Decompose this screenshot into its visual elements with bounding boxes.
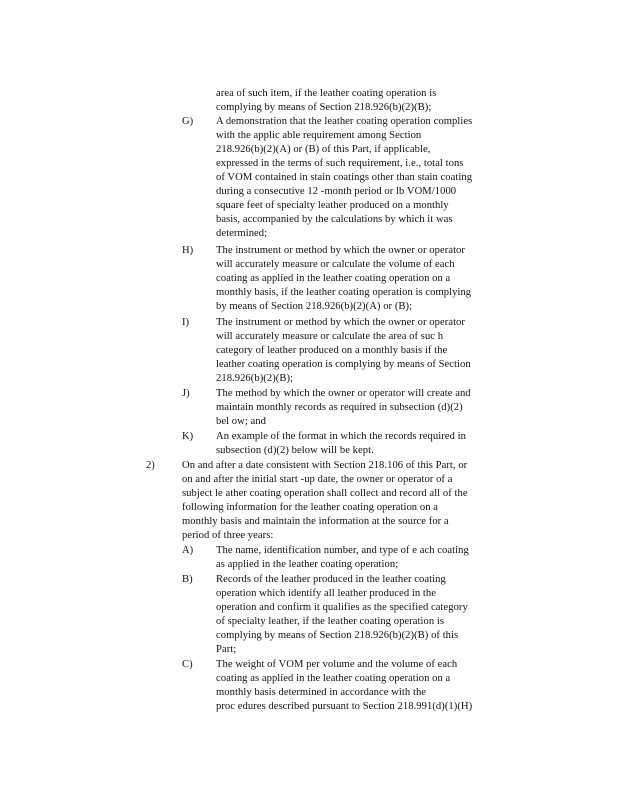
- item-a-line: The name, identification number, and type of e ach coating: [216, 545, 469, 556]
- item-g-line: A demonstration that the leather coating operation complies: [216, 116, 473, 127]
- item-marker-c: C): [182, 659, 193, 670]
- item-b-line: operation and confirm it qualifies as the specified category: [216, 602, 468, 613]
- item-marker-g: G): [182, 116, 194, 127]
- item-h-line: will accurately measure or calculate the volume of each: [216, 259, 455, 270]
- item-b-line: operation which identify all leather produced in the: [216, 588, 436, 599]
- item-b-line: Part;: [216, 644, 237, 655]
- item-k-line: subsection (d)(2) below will be kept.: [216, 445, 374, 456]
- item-c-line: proc edures described pursuant to Section 218.991(d)(1)(H): [216, 701, 473, 712]
- item-marker-k: K): [182, 431, 194, 442]
- item-h-line: coating as applied in the leather coating operation on a: [216, 273, 451, 284]
- item-g-line: during a consecutive 12 -month period or lb VOM/1000: [216, 186, 457, 197]
- item-marker-j: J): [182, 388, 190, 399]
- item-g-line: basis, accompanied by the calculations by which it was: [216, 214, 453, 225]
- item-marker-h: H): [182, 245, 194, 256]
- continuation-line: area of such item, if the leather coating operation is: [216, 88, 437, 99]
- item-b-line: of specialty leather, if the leather coating operation is: [216, 616, 445, 627]
- item-b-line: complying by means of Section 218.926(b)(2)(B) of this: [216, 630, 459, 641]
- paragraph-2-line: subject le ather coating operation shall collect and record all of the: [182, 488, 468, 499]
- item-h-line: monthly basis, if the leather coating operation is complying: [216, 287, 472, 298]
- item-k-line: An example of the format in which the records required in: [216, 431, 466, 442]
- paragraph-2-line: On and after a date consistent with Section 218.106 of this Part, or: [182, 460, 468, 471]
- paragraph-marker-2: 2): [146, 460, 155, 471]
- paragraph-2-line: period of three years:: [182, 530, 274, 541]
- paragraph-2-line: monthly basis and maintain the information at the source for a: [182, 516, 449, 527]
- item-i-line: The instrument or method by which the owner or operator: [216, 317, 465, 328]
- item-c-line: The weight of VOM per volume and the volume of each: [216, 659, 458, 670]
- item-g-line: square feet of specialty leather produced on a monthly: [216, 200, 449, 211]
- paragraph-2-line: following information for the leather coating operation on a: [182, 502, 438, 513]
- item-i-line: will accurately measure or calculate the area of suc h: [216, 331, 444, 342]
- item-marker-b: B): [182, 574, 193, 585]
- item-g-line: expressed in the terms of such requirement, i.e., total tons: [216, 158, 464, 169]
- item-j-line: maintain monthly records as required in subsection (d)(2): [216, 402, 463, 413]
- item-marker-a: A): [182, 545, 194, 556]
- item-g-line: determined;: [216, 228, 268, 239]
- item-g-line: of VOM contained in stain coatings other than stain coating: [216, 172, 473, 183]
- item-b-line: Records of the leather produced in the leather coating: [216, 574, 446, 585]
- item-h-line: by means of Section 218.926(b)(2)(A) or (B);: [216, 301, 413, 312]
- item-g-line: 218.926(b)(2)(A) or (B) of this Part, if applicable,: [216, 144, 431, 155]
- item-i-line: leather coating operation is complying by means of Section: [216, 359, 471, 370]
- continuation-line: complying by means of Section 218.926(b)(2)(B);: [216, 102, 432, 113]
- item-h-line: The instrument or method by which the owner or operator: [216, 245, 465, 256]
- item-c-line: coating as applied in the leather coating operation on a: [216, 673, 451, 684]
- item-j-line: bel ow; and: [216, 416, 266, 427]
- item-i-line: category of leather produced on a monthly basis if the: [216, 345, 448, 356]
- item-g-line: with the applic able requirement among Section: [216, 130, 422, 141]
- item-i-line: 218.926(b)(2)(B);: [216, 373, 294, 384]
- paragraph-2-line: on and after the initial start -up date, the owner or operator of a: [182, 474, 453, 485]
- item-c-line: monthly basis determined in accordance with the: [216, 687, 427, 698]
- item-j-line: The method by which the owner or operator will create and: [216, 388, 471, 399]
- item-a-line: as applied in the leather coating operation;: [216, 559, 399, 570]
- item-marker-i: I): [182, 317, 190, 328]
